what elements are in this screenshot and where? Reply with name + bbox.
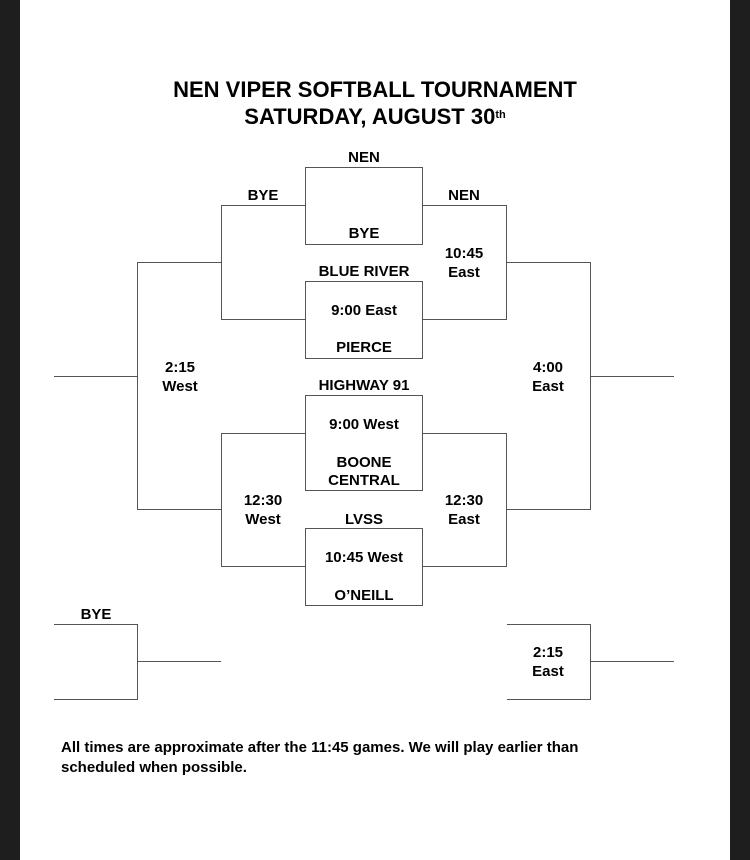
tournament-date-main: SATURDAY, AUGUST 30	[244, 104, 496, 129]
left-semifinal-time-line1: 2:15	[164, 359, 196, 376]
consolation-right-time-line2: East	[532, 663, 564, 680]
right-lower-time-line1: 12:30	[444, 492, 484, 509]
game4-top-team: LVSS	[344, 511, 384, 528]
bracket-line	[507, 262, 590, 263]
bracket-line	[507, 699, 590, 700]
consolation-right-time-line1: 2:15	[532, 644, 564, 661]
bracket-line	[507, 624, 590, 625]
right-upper-time-line2: East	[448, 264, 480, 281]
bracket-line	[54, 699, 137, 700]
left-lower-time-line1: 12:30	[243, 492, 283, 509]
bracket-line	[137, 661, 221, 662]
bracket-line	[590, 262, 591, 510]
game3-bottom-team-line1: BOONE	[336, 454, 392, 471]
game4-bottom-team: O’NEILL	[334, 587, 394, 604]
right-final-time-line1: 4:00	[532, 359, 564, 376]
bracket-line	[423, 566, 507, 567]
tournament-date	[20, 104, 730, 130]
bracket-line	[506, 433, 507, 567]
game3-time: 9:00 West	[329, 416, 399, 433]
bracket-line	[54, 624, 137, 625]
game2-bottom-team: PIERCE	[336, 339, 392, 356]
footer-note-line1: All times are approximate after the 11:45 games. We will play earlier than	[61, 739, 579, 756]
bracket-line	[507, 509, 590, 510]
bracket-line	[221, 433, 222, 567]
bracket-line	[137, 262, 138, 510]
bracket-line	[137, 262, 221, 263]
right-final-time-line2: East	[532, 378, 564, 395]
bracket-line	[423, 319, 507, 320]
footer-note-line2: scheduled when possible.	[61, 759, 247, 776]
game2-top-team: BLUE RIVER	[318, 263, 410, 280]
right-upper-slot: NEN	[448, 187, 480, 204]
bracket-line	[137, 509, 221, 510]
game3-bottom-team-line2: CENTRAL	[328, 472, 400, 489]
left-semifinal-time-line2: West	[162, 378, 198, 395]
game2-time: 9:00 East	[331, 302, 397, 319]
bracket-line	[221, 319, 305, 320]
game1-bottom-team: BYE	[348, 225, 380, 242]
bracket-line	[221, 205, 222, 320]
game1-top-team: NEN	[348, 149, 380, 166]
bracket-line	[423, 433, 507, 434]
right-lower-time-line2: East	[448, 511, 480, 528]
footer-note	[61, 738, 681, 778]
game3-top-team: HIGHWAY 91	[318, 377, 410, 394]
bracket-line	[137, 624, 138, 700]
consolation-left-slot: BYE	[80, 606, 112, 623]
bracket-line	[54, 376, 137, 377]
left-upper-slot: BYE	[247, 187, 279, 204]
bracket-line	[221, 205, 305, 206]
left-lower-time-line2: West	[245, 511, 281, 528]
tournament-title: NEN VIPER SOFTBALL TOURNAMENT	[173, 77, 577, 102]
tournament-date-suffix: th	[495, 109, 506, 121]
game4-time: 10:45 West	[324, 549, 404, 566]
right-upper-time-line1: 10:45	[444, 245, 484, 262]
bracket-line	[423, 205, 507, 206]
bracket-line	[590, 376, 674, 377]
bracket-line	[221, 566, 305, 567]
bracket-line	[221, 433, 305, 434]
bracket-line	[590, 661, 674, 662]
bracket-line	[590, 624, 591, 700]
